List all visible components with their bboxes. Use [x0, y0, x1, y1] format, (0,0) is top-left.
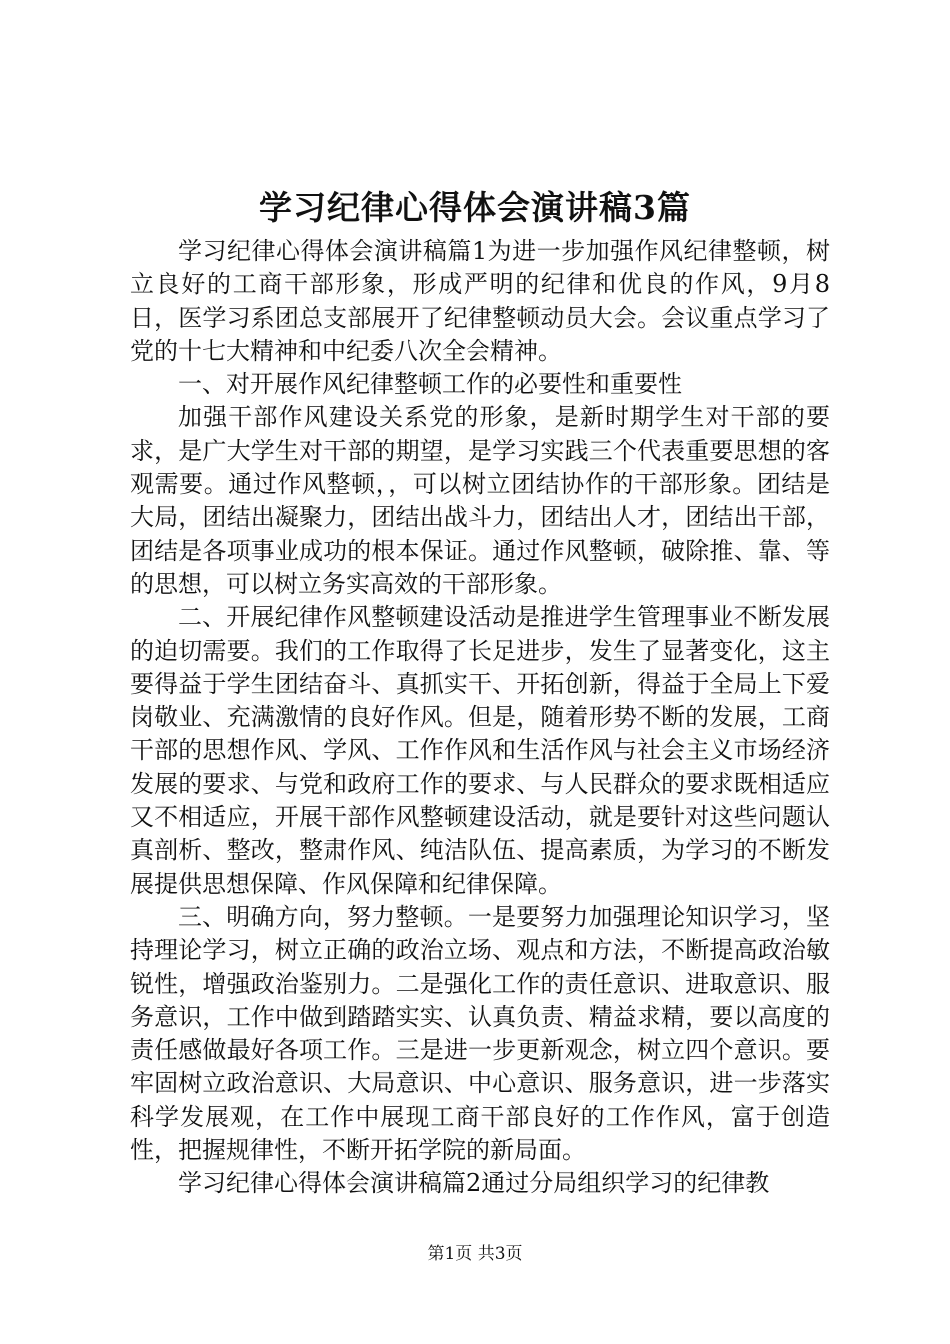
- paragraph-article-2-start: 学习纪律心得体会演讲稿篇2通过分局组织学习的纪律教: [178, 1169, 770, 1198]
- document-title: 学习纪律心得体会演讲稿3篇: [259, 188, 691, 227]
- paragraph-section-3: 三、明确方向，努力整顿。一是要努力加强理论知识学习，坚持理论学习，树立正确的政治立场、观点和方法，不断提高政治敏锐性，增强政治鉴别力。二是强化工作的责任意识、进取意识、服务意识，工作中做到踏踏实实、认真负责、精益求精，要以高度的责任感做最好各项工作。三是进一步更新观念，树立四个意识。要牢固树立政治意识、大局意识、中心意识、服务意识，进一步落实科学发展观，在工作中展现工商干部良好的工作作风，富于创造性，把握规律性，不断开拓学院的新局面。: [130, 902, 830, 1165]
- document-body: [130, 235, 830, 1201]
- paragraph-heading-1: 一、对开展作风纪律整顿工作的必要性和重要性: [178, 370, 682, 399]
- paragraph-intro: 学习纪律心得体会演讲稿篇1为进一步加强作风纪律整顿，树立良好的工商干部形象，形成严明的纪律和优良的作风，9月8日，医学习系团总支部展开了纪律整顿动员大会。会议重点学习了党的十七大精神和中纪委八次全会精神。: [130, 237, 830, 365]
- paragraph-section-1: 加强干部作风建设关系党的形象，是新时期学生对干部的要求，是广大学生对干部的期望，是学习实践三个代表重要思想的客观需要。通过作风整顿，，可以树立团结协作的干部形象。团结是大局，团结出凝聚力，团结出战斗力，团结出人才，团结出干部，团结是各项事业成功的根本保证。通过作风整顿，破除推、靠、等的思想，可以树立务实高效的干部形象。: [130, 403, 830, 598]
- page-number-footer: 第1页 共3页: [427, 1244, 523, 1264]
- paragraph-section-2: 二、开展纪律作风整顿建设活动是推进学生管理事业不断发展的迫切需要。我们的工作取得了长足进步，发生了显著变化，这主要得益于学生团结奋斗、真抓实干、开拓创新，得益于全局上下爱岗敬业、充满激情的良好作风。但是，随着形势不断的发展，工商干部的思想作风、学风、工作作风和生活作风与社会主义市场经济发展的要求、与党和政府工作的要求、与人民群众的要求既相适应又不相适应，开展干部作风整顿建设活动，就是要针对这些问题认真剖析、整改，整肃作风、纯洁队伍、提高素质，为学习的不断发展提供思想保障、作风保障和纪律保障。: [130, 603, 830, 898]
